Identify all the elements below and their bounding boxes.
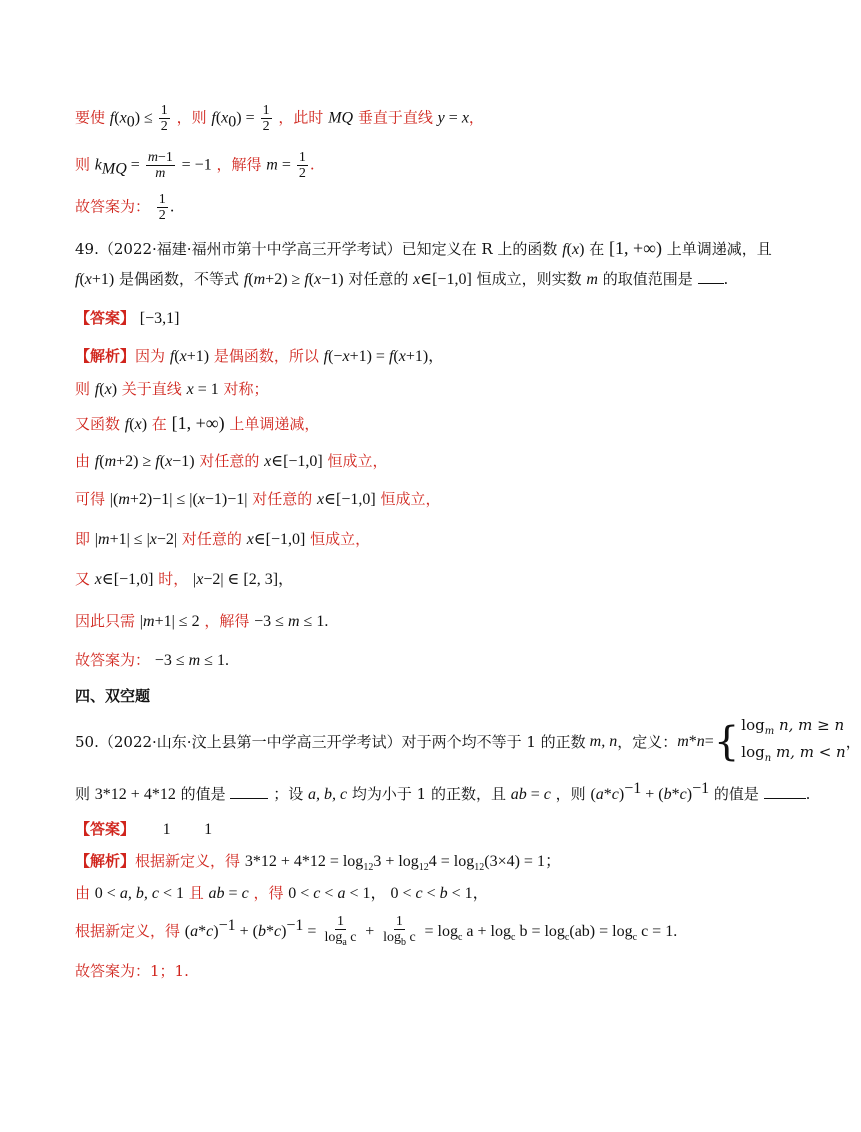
fraction-m: $\frac{m-1}{m}$ (147, 150, 173, 181)
text: 又 (75, 570, 91, 588)
text: 因此只需 (75, 612, 136, 630)
text: . (723, 270, 729, 288)
text: ， (468, 108, 484, 127)
text: . (169, 197, 175, 216)
solution-tag: 【解析】 (75, 347, 136, 365)
answer-49 (75, 307, 179, 330)
text: 可得 (75, 490, 106, 508)
solution-tag: 【解析】 (75, 852, 136, 870)
text: 根据新定义，得 (75, 921, 181, 940)
text: 对任意的 (348, 270, 409, 288)
text: ，得 (253, 884, 284, 902)
fraction-half: $\frac{1}{2}$ (262, 103, 270, 134)
text: 对任意的 (199, 452, 260, 470)
text: 上单调递减， (229, 415, 320, 433)
text: ，此时 (278, 108, 324, 127)
text: 的取值范围是 (602, 270, 693, 288)
answer-tag: 【答案】 (75, 820, 136, 838)
text: 要使 (75, 108, 106, 127)
final-answer: 故答案为：1；1. (75, 962, 189, 980)
text: 根据新定义，得 (135, 852, 241, 870)
question-50-line-2: 则 3*12 + 4*12 的值是 ；设 a, b, c 均为小于 1 的正数，且 ab = c ，则 $(a*c)^{-1} + (b*c)^{-1}$ 的值是 . (75, 780, 811, 803)
solution-line-2: 则 $k_{MQ}$ = $\frac{m-1}{m}$ = −1 ，解得 m = $\frac{1}{2}$ . (75, 150, 315, 181)
text: 则 (75, 380, 91, 398)
text: 恒成立， (327, 452, 388, 470)
text: ，解得 (204, 612, 250, 630)
text: 对称； (223, 380, 269, 398)
text: . (309, 155, 315, 174)
fraction-half: $\frac{1}{2}$ (160, 103, 168, 134)
text: 恒成立，则实数 (476, 270, 582, 288)
text: 在 (151, 415, 167, 433)
answer-value: [−3,1] (139, 310, 180, 327)
text: 的值是 (180, 785, 226, 803)
question-49-line-2: f(x+1) 是偶函数，不等式 f(m+2) ≥ f(x−1) 对任意的 x∈[−1,0] 恒成立，则实数 m 的取值范围是 . (75, 270, 729, 288)
solution-49-line-2: 则 f(x) 关于直线 x = 1 对称； (75, 380, 269, 398)
text: 恒成立， (310, 530, 371, 548)
solution-49-line-6: 即 |m+1| ≤ |x−2| 对任意的 x∈[−1,0] 恒成立， (75, 530, 371, 548)
text: 且 (188, 884, 204, 902)
text: 即 (75, 530, 91, 548)
section-heading: 四、双空题 (75, 687, 151, 705)
text: ，解得 (216, 155, 262, 174)
text: ，则 (555, 785, 586, 803)
math-fx0: f (109, 109, 115, 127)
text: 因为 (135, 347, 166, 365)
question-49-prefix: 49.（2022·福建·福州市第十中学高三开学考试）已知定义在 R 上的函数 (75, 240, 558, 258)
text: 由 (75, 884, 91, 902)
text: 在 (589, 240, 605, 258)
piecewise-definition: { $\log_m n$, m ≥ n $\log_n m$, m < n (713, 716, 846, 765)
fraction-log-b: $\frac{1}{\log_b c}$ (383, 914, 416, 948)
text: 是偶函数，不等式 (119, 270, 240, 288)
text: 恒成立， (380, 490, 441, 508)
text: 故答案为： (75, 197, 151, 216)
fraction-half: $\frac{1}{2}$ (158, 192, 166, 223)
solution-49-line-9: 故答案为： −3 ≤ m ≤ 1. (75, 651, 229, 669)
solution-49-line-7: 又 x∈[−1,0] 时， |x−2| ∈ [2, 3]， (75, 570, 295, 588)
text: 对任意的 (252, 490, 313, 508)
text: 对任意的 (181, 530, 242, 548)
text: 的值是 (713, 785, 759, 803)
solution-50-line-1: 【解析】根据新定义，得 $3*12 + 4*12 = \log_{12}3 + \log_{12}4 = \log_{12}(3\times 4) = 1$； (75, 852, 561, 874)
text: 由 (75, 452, 91, 470)
text: 则 (75, 785, 91, 803)
question-50-prefix: 50.（2022·山东·汶上县第一中学高三开学考试）对于两个均不等于 1 的正数 (75, 733, 586, 751)
question-50-line-1: 50.（2022·山东·汶上县第一中学高三开学考试）对于两个均不等于 1 的正数 m, n ，定义： m * n = { $\log_m n$, m ≥ n $\log_n m$, m < n ， (75, 719, 861, 765)
fraction-half: $\frac{1}{2}$ (298, 150, 306, 181)
text: ；设 (273, 785, 304, 803)
answer-value-2: 1 (204, 821, 213, 838)
solution-50-line-3: 根据新定义，得 $(a*c)^{-1} + (b*c)^{-1}$ = $\frac{1}{\log_a c}$ + $\frac{1}{\log_b c}$ = $\log_c a + \log_c b = \log_c(ab) = \log_c c = 1$. (75, 914, 678, 948)
solution-49-line-4: 由 f(m+2) ≥ f(x−1) 对任意的 x∈[−1,0] 恒成立， (75, 452, 388, 470)
fraction-log-a: $\frac{1}{\log_a c}$ (324, 914, 357, 948)
answer-50 (75, 818, 212, 841)
text: 又函数 (75, 415, 121, 433)
answer-blank[interactable] (698, 269, 724, 284)
text: ，则 (176, 108, 207, 127)
text: 垂直于直线 (357, 108, 433, 127)
solution-49-line-8: 因此只需 |m+1| ≤ 2 ，解得 −3 ≤ m ≤ 1. (75, 612, 329, 630)
solution-line-3 (75, 192, 175, 223)
text: 故答案为： (75, 651, 151, 669)
question-49-line-1: 49.（2022·福建·福州市第十中学高三开学考试）已知定义在 R 上的函数 f(x) 在 [1, +∞) 上单调递减，且 (75, 238, 772, 258)
text: 是偶函数，所以 (213, 347, 319, 365)
answer-tag: 【答案】 (75, 309, 136, 327)
solution-line-1: 要使 $f(x_0)$ ≤ $\frac{1}{2}$ ，则 $f(x_0)$ = $\frac{1}{2}$ ，此时 MQ 垂直于直线 y = x， (75, 103, 484, 134)
answer-value-1: 1 (162, 821, 171, 838)
text: 关于直线 (121, 380, 182, 398)
text: 时， (158, 570, 189, 588)
solution-50-line-4 (75, 960, 189, 982)
solution-49-line-5: 可得 |(m+2)−1| ≤ |(x−1)−1| 对任意的 x∈[−1,0] 恒成立， (75, 490, 441, 508)
solution-49-line-1: 【解析】因为 f(x+1) 是偶函数，所以 f(−x+1) = f(x+1)， (75, 347, 445, 365)
answer-blank-1[interactable] (230, 784, 268, 799)
text: 上单调递减，且 (666, 240, 772, 258)
solution-50-line-2: 由 0 < a, b, c < 1 且 ab = c ，得 0 < c < a < 1， 0 < c < b < 1， (75, 884, 489, 902)
answer-blank-2[interactable] (764, 784, 806, 799)
text: ，定义： (617, 733, 678, 751)
text: 均为小于 1 的正数，且 (351, 785, 506, 803)
solution-49-line-3: 又函数 f(x) 在 [1, +∞) 上单调递减， (75, 413, 320, 433)
text: 则 (75, 155, 91, 174)
